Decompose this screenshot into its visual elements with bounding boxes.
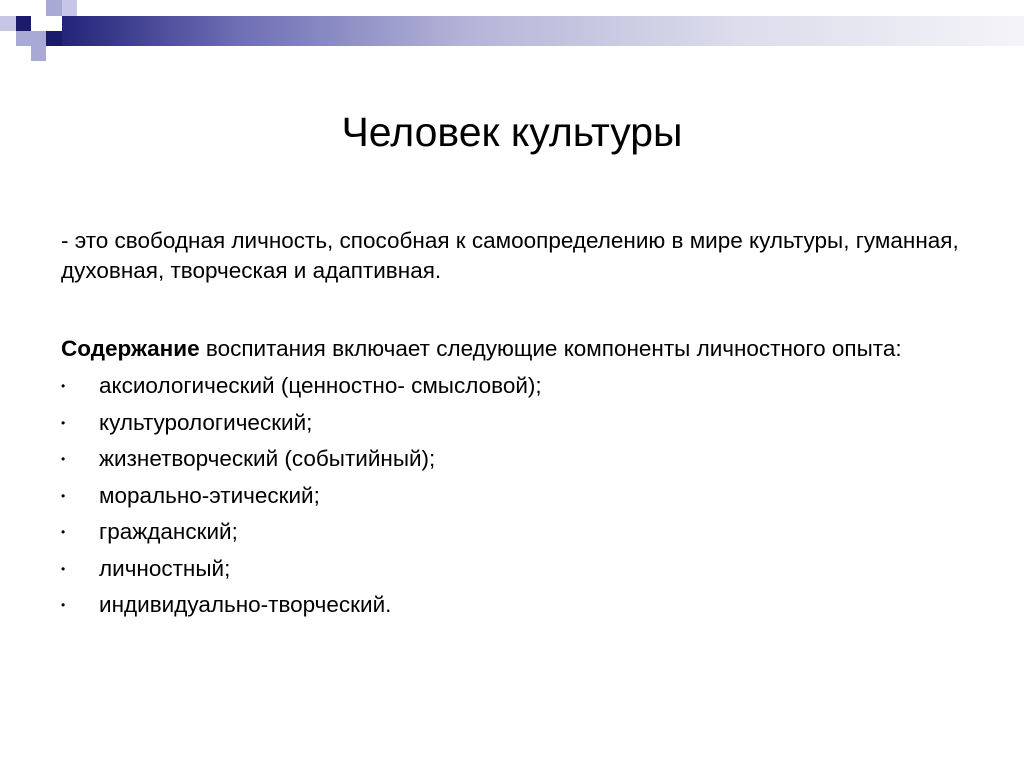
header-gradient-bar	[62, 16, 1024, 46]
header-decoration	[0, 0, 1024, 70]
decor-square	[46, 0, 62, 16]
slide-title: Человек культуры	[341, 109, 683, 155]
intro-paragraph	[61, 334, 961, 364]
components-list	[61, 368, 961, 624]
decor-square	[16, 16, 31, 31]
decor-square	[46, 31, 62, 46]
slide-body	[61, 226, 961, 624]
list-item	[61, 514, 961, 551]
bullet-icon: •	[61, 525, 66, 539]
intro-bold-term: Содержание	[61, 336, 200, 361]
bullet-icon: •	[61, 415, 66, 430]
definition-text: - это свободная личность, способная к самоопределению в мире культуры, гуманная, духовная, творческая и адаптивная.	[61, 228, 959, 283]
decor-square	[31, 46, 46, 61]
list-item-text: жизнетворческий (событийный);	[99, 446, 436, 471]
decor-square	[0, 16, 16, 31]
decor-square	[16, 31, 31, 46]
list-item-text: морально-этический;	[99, 482, 320, 508]
intro-text: воспитания включает следующие компоненты личностного опыта:	[199, 336, 902, 361]
list-item-text: индивидуально-творческий.	[99, 592, 392, 617]
list-item-text: культурологический;	[99, 409, 313, 435]
bullet-icon: •	[61, 379, 66, 393]
list-item-text: гражданский;	[99, 519, 238, 544]
list-item	[61, 478, 961, 515]
list-item-text: аксиологический (ценностно- смысловой);	[99, 373, 542, 398]
list-item	[61, 405, 961, 442]
list-item	[61, 551, 961, 588]
list-item	[61, 368, 961, 405]
bullet-icon: •	[61, 561, 66, 576]
list-item-text: личностный;	[99, 555, 231, 581]
bullet-icon: •	[61, 452, 66, 466]
decor-square	[62, 0, 77, 16]
list-item	[61, 441, 961, 478]
list-item	[61, 587, 961, 624]
bullet-icon: •	[61, 488, 66, 503]
decor-square	[31, 31, 46, 46]
bullet-icon: •	[61, 598, 66, 612]
